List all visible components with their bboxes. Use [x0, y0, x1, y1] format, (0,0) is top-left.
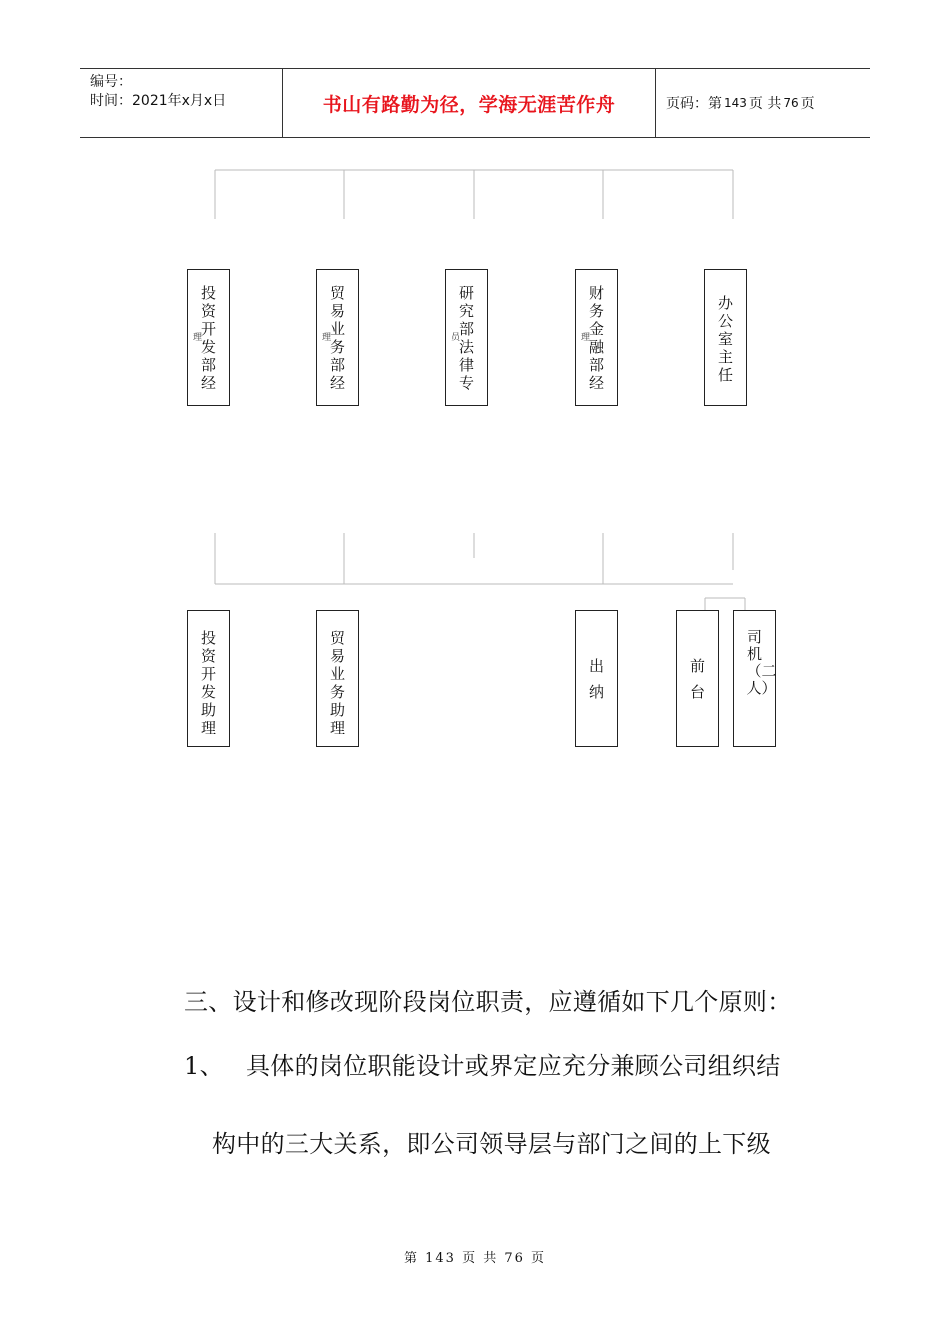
org-box-label: 财务金融部经 [588, 284, 604, 392]
org-box-drivers [733, 610, 776, 747]
org-box-label: 前台 [689, 657, 705, 701]
document-number-label: 编号： [90, 74, 132, 90]
org-box-finance-manager [575, 269, 618, 406]
document-time: 时间：2021年x月x日 [90, 93, 227, 109]
page-prefix: 页码：第 [666, 96, 722, 112]
org-box-trade-manager [316, 269, 359, 406]
page-suffix: 页 [800, 96, 815, 112]
org-box-investment-assistant [187, 610, 230, 747]
page-mid: 页 共 [748, 96, 782, 112]
org-box-label: 研究部法律专 [458, 284, 474, 392]
org-box-label: 出纳 [588, 657, 604, 701]
org-box-office-director [704, 269, 747, 406]
org-box-label: 办公室主任 [717, 294, 733, 384]
page-footer [0, 1247, 950, 1266]
footer-mid: 页 共 [462, 1251, 499, 1266]
org-box-label: 投资开发助理 [200, 629, 216, 737]
org-box-trade-assistant [316, 610, 359, 747]
org-box-stub: 理 [193, 333, 203, 343]
page-total: 76 [783, 96, 799, 110]
list-item-line-1: 具体的岗位职能设计或界定应充分兼顾公司组织结 [246, 1052, 781, 1080]
footer-current: 143 [425, 1251, 456, 1266]
list-item-number: 1、 [184, 1052, 224, 1080]
org-box-label: 司机（二人） [746, 628, 777, 697]
footer-suffix: 页 [531, 1251, 547, 1266]
org-box-investment-manager [187, 269, 230, 406]
org-box-reception [676, 610, 719, 747]
page-current: 143 [724, 96, 747, 110]
org-box-stub: 理 [322, 333, 332, 343]
org-box-stub: 员 [451, 333, 461, 343]
footer-total: 76 [504, 1251, 525, 1266]
header-motto: 书山有路勤为径，学海无涯苦作舟 [282, 69, 656, 137]
list-item-line-2: 构中的三大关系，即公司领导层与部门之间的上下级 [212, 1130, 771, 1158]
org-box-label: 贸易业务助理 [329, 629, 345, 737]
org-box-legal-specialist [445, 269, 488, 406]
org-box-stub: 理 [581, 333, 591, 343]
org-box-cashier [575, 610, 618, 747]
org-box-label: 投资开发部经 [200, 284, 216, 392]
org-box-label: 贸易业务部经 [329, 284, 345, 392]
footer-prefix: 第 [403, 1251, 419, 1266]
section-heading: 三、设计和修改现阶段岗位职责，应遵循如下几个原则： [184, 988, 792, 1016]
